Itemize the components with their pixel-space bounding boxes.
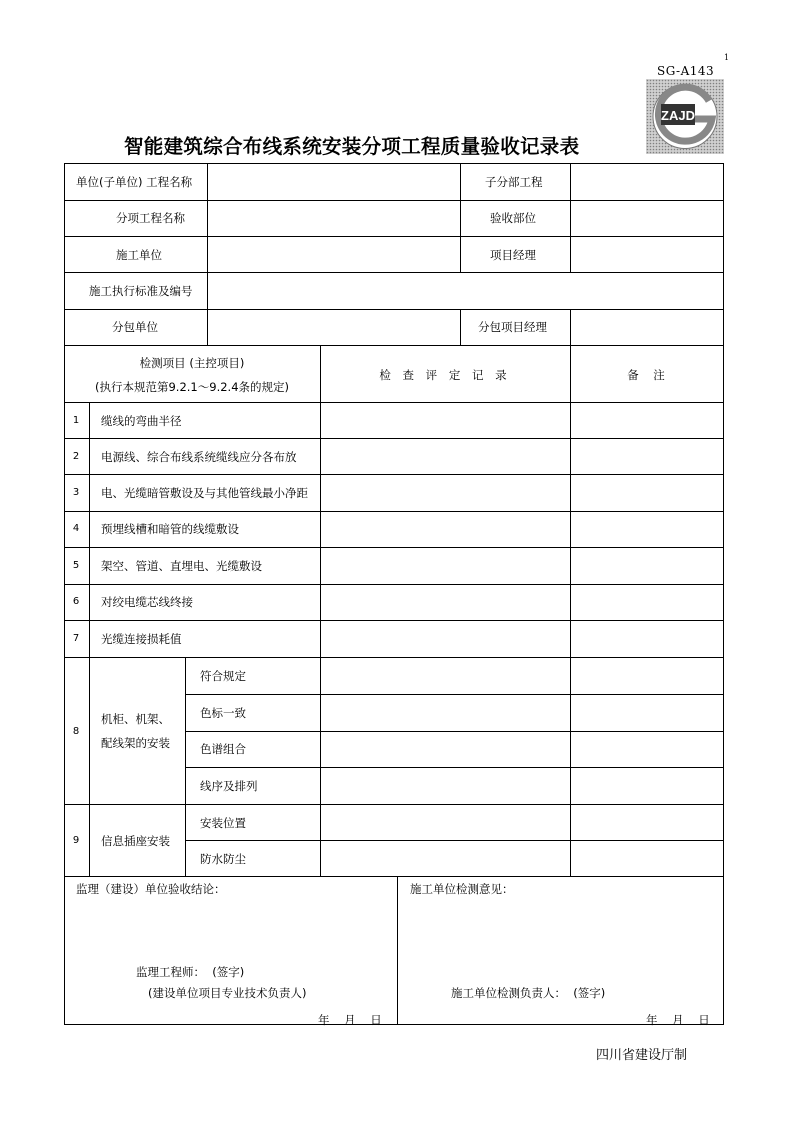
form-code: SG-A143 <box>657 64 715 78</box>
item-name: 架空、管道、直埋电、光缆敷设 <box>101 559 262 573</box>
item-number: 9 <box>72 835 80 846</box>
sub-item-name: 色标一致 <box>200 706 246 720</box>
item-name: 对绞电缆芯线终接 <box>101 595 193 609</box>
item-number: 3 <box>72 487 80 498</box>
sub-item-name: 符合规定 <box>200 669 246 683</box>
zajd-seal-logo <box>646 79 724 154</box>
supervision-date: 年 月 日 <box>318 1013 382 1027</box>
subcontractor-label: 分包单位 <box>112 320 158 334</box>
standard-label: 施工执行标准及编号 <box>89 284 193 298</box>
record-heading: 检 查 评 定 记 录 <box>379 368 511 382</box>
construction-opinion-title: 施工单位检测意见： <box>410 882 514 896</box>
construction-date: 年 月 日 <box>646 1013 710 1027</box>
item-name: 光缆连接损耗值 <box>101 632 182 646</box>
supervision-conclusion-title: 监理（建设）单位验收结论： <box>76 882 226 896</box>
acceptance-part-label: 验收部位 <box>490 211 536 225</box>
remark-heading: 备 注 <box>627 368 665 382</box>
item-name: 预埋线槽和暗管的线缆敷设 <box>101 522 239 536</box>
supervision-note: (建设单位项目专业技术负责人) <box>148 986 307 1000</box>
item-number: 6 <box>72 596 80 607</box>
item-number: 2 <box>72 451 80 462</box>
sub-item-name: 线序及排列 <box>200 779 258 793</box>
item-name: 机柜、机架、 <box>101 712 170 726</box>
item-name: 信息插座安装 <box>101 834 170 848</box>
sub-division-label: 子分部工程 <box>485 175 543 189</box>
logo-text: ZAJD <box>661 108 695 123</box>
item-number: 4 <box>72 523 80 534</box>
sub-item-name-label: 分项工程名称 <box>116 211 185 225</box>
sub-item-name: 色谱组合 <box>200 742 246 756</box>
item-number: 1 <box>72 415 80 426</box>
issuing-authority: 四川省建设厅制 <box>596 1048 688 1063</box>
unit-project-name-label: 单位(子单位) 工程名称 <box>76 175 193 189</box>
item-number: 5 <box>72 560 80 571</box>
supervision-engineer-signature: 监理工程师： (签字) <box>136 965 245 979</box>
construction-inspector-signature: 施工单位检测负责人： (签字) <box>451 986 606 1000</box>
sub-item-name: 安装位置 <box>200 816 246 830</box>
item-name: 电源线、综合布线系统缆线应分各布放 <box>101 450 297 464</box>
sub-item-name: 防水防尘 <box>200 852 246 866</box>
item-number: 7 <box>72 633 80 644</box>
page-number: 1 <box>724 53 730 62</box>
item-name: 配线架的安装 <box>101 736 170 750</box>
project-manager-label: 项目经理 <box>490 248 536 262</box>
item-number: 8 <box>72 726 80 737</box>
item-name: 缆线的弯曲半径 <box>101 414 182 428</box>
subcontract-manager-label: 分包项目经理 <box>478 320 547 334</box>
inspection-item-heading: 检测项目 (主控项目) <box>139 356 245 370</box>
item-name: 电、光缆暗管敷设及与其他管线最小净距 <box>101 486 308 500</box>
inspection-item-clause: (执行本规范第9.2.1～9.2.4条的规定) <box>95 380 289 394</box>
page-title: 智能建筑综合布线系统安装分项工程质量验收记录表 <box>124 135 580 158</box>
construction-unit-label: 施工单位 <box>116 248 162 262</box>
